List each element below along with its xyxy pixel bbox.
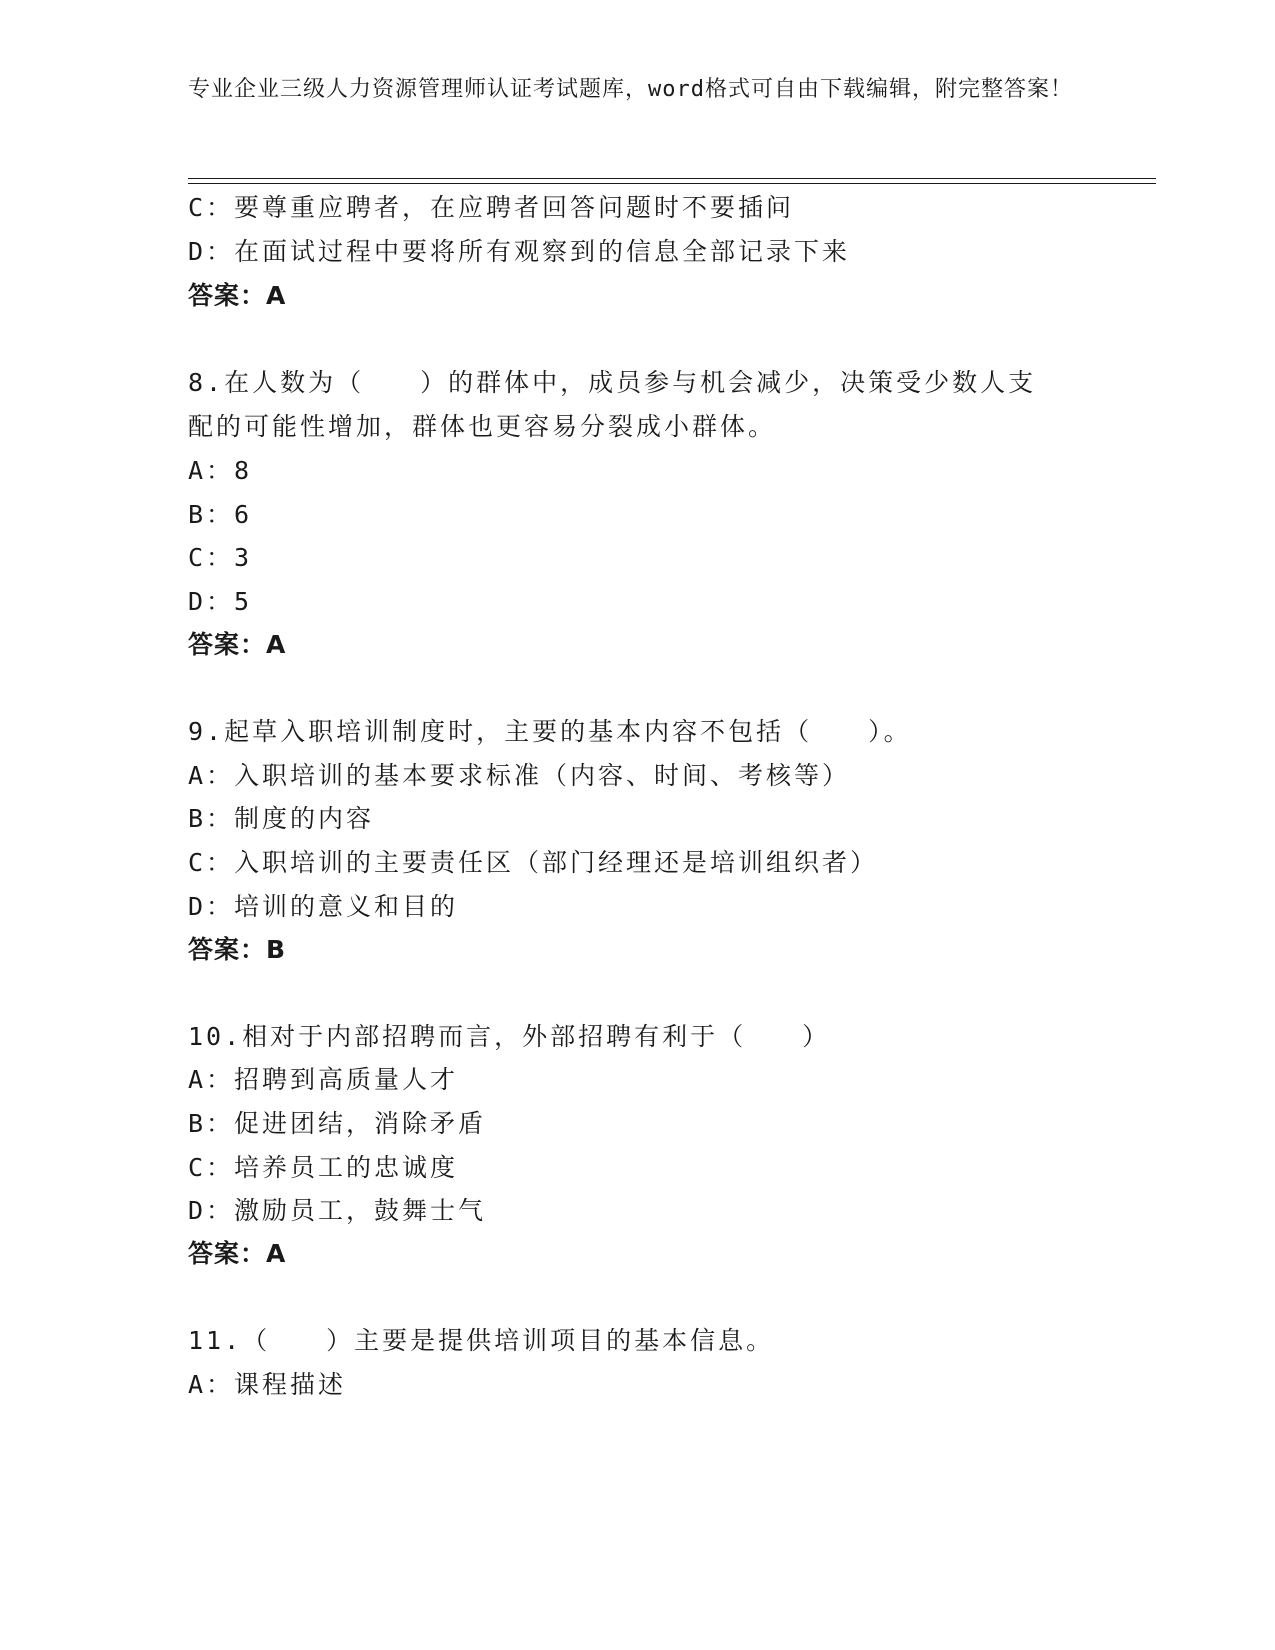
q8-option-a: A：8	[188, 456, 253, 485]
q7-option-d: D：在面试过程中要将所有观察到的信息全部记录下来	[188, 237, 851, 266]
q10-option-a: A：招聘到高质量人才	[188, 1065, 459, 1094]
header-divider-top	[188, 178, 1156, 179]
q7-option-c: C：要尊重应聘者，在应聘者回答问题时不要插问	[188, 193, 795, 222]
q8-option-c: C：3	[188, 543, 253, 572]
page-header-text: 专业企业三级人力资源管理师认证考试题库，word格式可自由下载编辑，附完整答案！	[188, 77, 1073, 102]
q9-option-c: C：入职培训的主要责任区（部门经理还是培训组织者）	[188, 848, 879, 877]
q9-option-d: D：培训的意义和目的	[188, 892, 459, 921]
q11-option-a: A：课程描述	[188, 1370, 347, 1399]
q10-option-d: D：激励员工，鼓舞士气	[188, 1196, 487, 1225]
header-divider-bottom	[188, 183, 1156, 184]
q7-answer: 答案：A	[188, 281, 287, 310]
q10-answer: 答案：A	[188, 1239, 287, 1268]
q8-question-line1: 8.在人数为（ ）的群体中，成员参与机会减少，决策受少数人支	[188, 368, 1037, 397]
q9-answer: 答案：B	[188, 935, 287, 964]
q10-option-c: C：培养员工的忠诚度	[188, 1153, 459, 1182]
q10-option-b: B：促进团结，消除矛盾	[188, 1109, 487, 1138]
q8-answer: 答案：A	[188, 630, 287, 659]
q8-question-line2: 配的可能性增加，群体也更容易分裂成小群体。	[188, 412, 777, 441]
q9-option-a: A：入职培训的基本要求标准（内容、时间、考核等）	[188, 761, 851, 790]
q9-option-b: B：制度的内容	[188, 804, 375, 833]
q11-question: 11.（ ）主要是提供培训项目的基本信息。	[188, 1326, 775, 1355]
q8-option-b: B：6	[188, 500, 253, 529]
q10-question: 10.相对于内部招聘而言，外部招聘有利于（ ）	[188, 1022, 831, 1051]
q8-option-d: D：5	[188, 587, 253, 616]
q9-question: 9.起草入职培训制度时，主要的基本内容不包括（ ）。	[188, 717, 912, 746]
